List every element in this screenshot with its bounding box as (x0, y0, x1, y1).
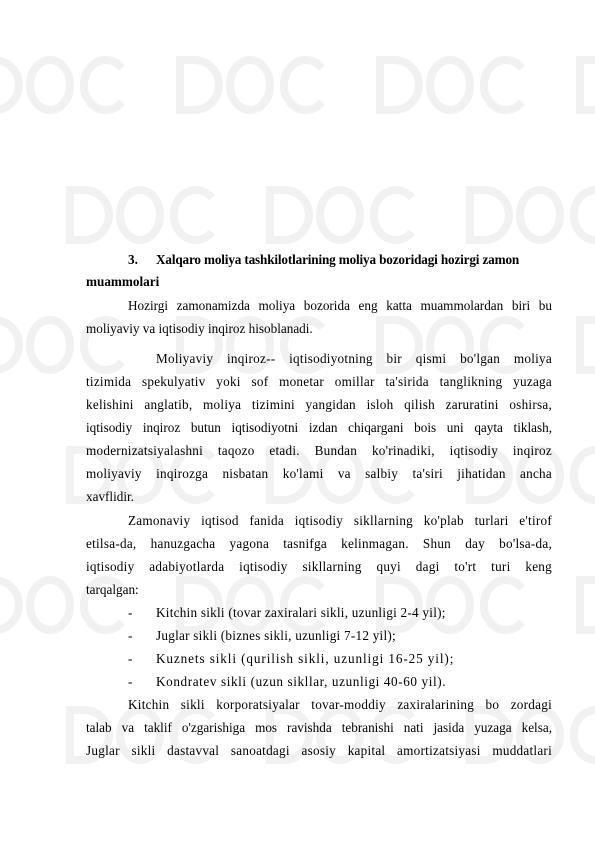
para2-line: moliyaviy inqirozga nisbatan ko'lami va salbiy ta'siri jihatidan ancha (86, 466, 552, 481)
list-item-text: Kitchin sikli (tovar zaxiralari sikli, uzunligi 2-4 yil); (156, 605, 446, 620)
watermark-logo (270, 190, 412, 240)
list-item-text: Juglar sikli (biznes sikli, uzunligi 7-12 yil); (156, 628, 396, 643)
para1-line: moliyaviy va iqtisodiy inqiroz hisoblanadi. (86, 321, 313, 336)
para2-line: iqtisodiy inqiroz butun iqtisodiyotni izdan chiqargani bois uni qayta tiklash, (86, 420, 552, 435)
watermark-logo (580, 60, 595, 110)
para3-line: tarqalgan: (86, 582, 139, 597)
list-item-text: Kondratev sikli (uzun sikllar, uzunligi 40-60 yil). (156, 674, 447, 689)
watermark-logo (580, 320, 595, 370)
para3-line: iqtisodiy adabiyotlarda iqtisodiy sikllarning quyi dagi to'rt turi keng (86, 559, 552, 574)
para2-line: Moliyaviy inqiroz-- iqtisodiyotning bir qismi bo'lgan moliya (156, 351, 552, 366)
list-dash: - (128, 651, 133, 666)
para1-line: Hozirgi zamonamizda moliya bozorida eng katta muammolardan biri bu (128, 298, 552, 313)
para3-line: etilsa-da, hanuzgacha yagona tasnifga kelinmagan. Shun day bo'lsa-da, (86, 536, 552, 551)
para4-line: Juglar sikli dastavval sanoatdagi asosiy kapital amortizatsiyasi muddatlari (86, 743, 552, 758)
para4-line: talab va taklif o'zgarishiga mos ravishda tebranishi nati jasida yuzaga kelsa, (86, 720, 552, 735)
section-title-line2: muammolari (86, 274, 160, 289)
para3-line: Zamonaviy iqtisod fanida iqtisodiy sikllarning ko'plab turlari e'tirof (128, 513, 552, 528)
para2-line: xavflidir. (86, 489, 134, 504)
para4-line: Kitchin sikli korporatsiyalar tovar-moddiy zaxiralarining bo zordagi (128, 697, 552, 712)
list-dash: - (128, 605, 133, 620)
watermark-logo (70, 190, 212, 240)
watermark-logo (0, 60, 122, 110)
watermark-logo (580, 580, 595, 630)
list-item-text: Kuznets sikli (qurilish sikli, uzunligi 16-25 yil); (156, 651, 455, 666)
para2-line: tizimida spekulyativ yoki sof monetar omillar ta'sirida tanglikning yuzaga (86, 374, 552, 389)
para2-line: modernizatsiyalashni taqozo etadi. Bundan ko'rinadiki, iqtisodiy inqiroz (86, 443, 552, 458)
watermark-logo (380, 60, 522, 110)
section-title-line1: Xalqaro moliya tashkilotlarining moliya bozoridagi hozirgi zamon (156, 252, 520, 267)
list-dash: - (128, 628, 133, 643)
section-number: 3. (128, 252, 138, 267)
para2-line: kelishini anglatib, moliya tizimini yangidan isloh qilish zaruratini oshirsa, (86, 397, 552, 412)
watermark-logo (470, 190, 595, 240)
list-dash: - (128, 674, 133, 689)
watermark-logo (180, 60, 322, 110)
